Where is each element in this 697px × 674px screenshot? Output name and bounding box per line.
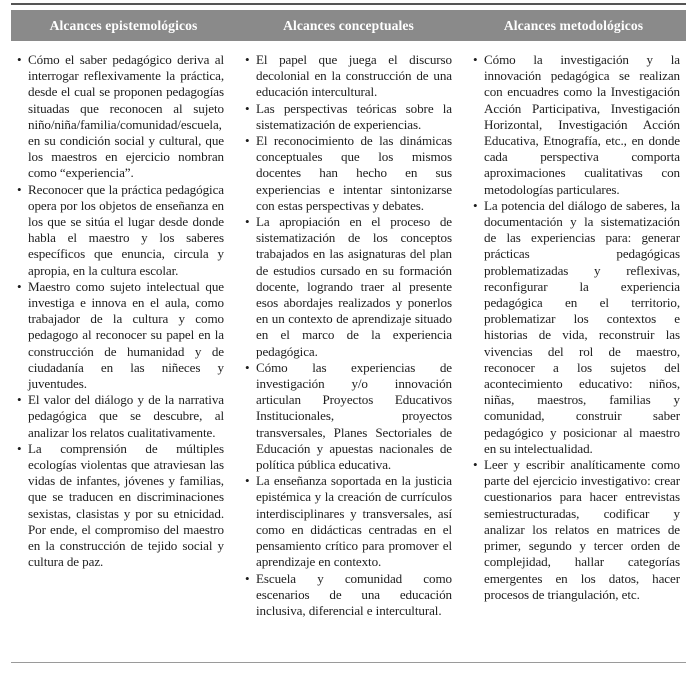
bullet-list-metodologicos	[473, 52, 680, 603]
list-item-text: Cómo las experiencias de investigación y/o innovación articulan Proyectos Educativos Institucionales, proyectos transversales, Planes Sectoriales de Educación y apuestas nacionales de política pública educativa.	[256, 359, 452, 473]
column-metodologicos	[473, 52, 680, 619]
header-cell-metodologicos: Alcances metodológicos	[503, 17, 644, 33]
list-item	[17, 182, 224, 279]
list-item-text: El reconocimiento de las dinámicas conceptuales que los mismos docentes han hecho en sus experiencias e intentar sintonizarse con estas perspectivas y debates.	[256, 133, 452, 213]
table-header-row	[11, 10, 686, 41]
list-item	[245, 133, 452, 214]
bullet-list-epistemologicos	[17, 52, 224, 571]
list-item	[245, 360, 452, 473]
list-item-text: Escuela y comunidad como escenarios de una educación inclusiva, diferencial e intercultural.	[256, 570, 452, 618]
bullet-icon: •	[17, 52, 22, 67]
list-item-text: La potencia del diálogo de saberes, la documentación y la sistematización de las experiencias para: generar prácticas pedagógicas problematizadas y reflexivas, reconfigurar la experiencia pedagógica en el territorio, problematizar los contextos e historias de vida, reconstruir las vivencias del rol de maestro, reconocer a los sujetos del acontecimiento educativo: niños, niñas, maestros, familias y comunidad, construir saber pedagógico y posicionar al maestro en su intelectualidad.	[484, 197, 680, 456]
list-item-text: Cómo la investigación y la innovación pedagógica se realizan con encuadres como la Investigación Acción Participativa, Investigación Horizontal, Investigación Acción Educativa, Etnografía, etc., en donde cada perspectiva comporta aproximaciones cualitativas con metodologías particulares.	[484, 52, 680, 197]
table-body	[9, 41, 688, 619]
list-item-text: El valor del diálogo y de la narrativa pedagógica que se descubre, al analizar los relatos cualitativamente.	[28, 392, 224, 440]
bullet-icon: •	[473, 197, 478, 213]
list-item	[245, 473, 452, 570]
list-item	[245, 101, 452, 133]
list-item	[17, 279, 224, 392]
header-cell-conceptuales: Alcances conceptuales	[283, 17, 414, 33]
list-item	[473, 457, 680, 603]
bullet-icon: •	[245, 570, 250, 586]
bullet-icon: •	[245, 52, 250, 67]
list-item	[245, 214, 452, 360]
list-item-text: La comprensión de múltiples ecologías violentas que atraviesan las vidas de infantes, jóvenes y familias, que se traducen en discriminaciones sexistas, clasistas y por su etnicidad. Por ende, el compromiso del maestro en la construcción de tejido social y cultura de paz.	[28, 440, 224, 570]
column-conceptuales	[245, 52, 452, 619]
bullet-icon: •	[17, 278, 22, 294]
bullet-icon: •	[245, 214, 250, 230]
list-item-text: La apropiación en el proceso de sistematización de los conceptos trabajados en las asignaturas del plan de estudios cursado en su formación docente, logrando traer al presente esos abordajes realizados y ponerlos en un contexto de aprendizaje situado en el marco de la experiencia pedagógica.	[256, 214, 452, 359]
list-item-text: Cómo el saber pedagógico deriva al interrogar reflexivamente la práctica, desde el cual se proponen pedagogías situadas que reconocen al sujeto niño/niña/familia/comunidad/escuela, en su condición social y cultural, que los maestros en ejercicio nombran como “experiencia”.	[28, 52, 224, 181]
bullet-icon: •	[245, 100, 250, 116]
bullet-icon: •	[245, 473, 250, 489]
header-cell-epistemologicos: Alcances epistemológicos	[49, 17, 198, 33]
bottom-rule	[11, 662, 686, 663]
list-item	[17, 52, 224, 182]
list-item-text: La enseñanza soportada en la justicia epistémica y la creación de currículos interdisciplinares y transversales, así como en didácticas centradas en el pensamiento crítico para promover el aprendizaje en contexto.	[256, 473, 452, 570]
list-item-text: El papel que juega el discurso decolonial en la construcción de una educación intercultural.	[256, 52, 452, 100]
list-item	[17, 392, 224, 441]
top-rule	[11, 3, 686, 5]
list-item-text: Las perspectivas teóricas sobre la sistematización de experiencias.	[256, 100, 452, 132]
list-item	[473, 198, 680, 457]
list-item-text: Leer y escribir analíticamente como parte del ejercicio investigativo: crear cuestionarios para hacer entrevistas semiestructuradas, codificar y analizar los relatos en matrices de primer, segundo y tercer orden de complejidad, hallar categorías emergentes en los datos, hacer procesos de triangulación, etc.	[484, 457, 680, 602]
bullet-icon: •	[245, 133, 250, 149]
list-item	[17, 441, 224, 571]
list-item-text: Reconocer que la práctica pedagógica opera por los objetos de enseñanza en los que se sitúa el lugar desde donde habla el maestro y los saberes específicos que enuncia, circula y apropia, en la cultura escolar.	[28, 181, 224, 278]
list-item-text: Maestro como sujeto intelectual que investiga e innova en el aula, como trabajador de la cultura y como pedagogo al reconocer su papel en la construcción de humanidad y de ciudadanía en las niñeces y juventudes.	[28, 278, 224, 392]
list-item	[245, 571, 452, 620]
bullet-icon: •	[473, 457, 478, 473]
bullet-icon: •	[473, 52, 478, 67]
bullet-icon: •	[17, 392, 22, 408]
bullet-list-conceptuales	[245, 52, 452, 619]
bullet-icon: •	[17, 181, 22, 197]
list-item	[245, 52, 452, 101]
column-epistemologicos	[17, 52, 224, 619]
list-item	[473, 52, 680, 198]
bullet-icon: •	[17, 440, 22, 456]
bullet-icon: •	[245, 359, 250, 375]
